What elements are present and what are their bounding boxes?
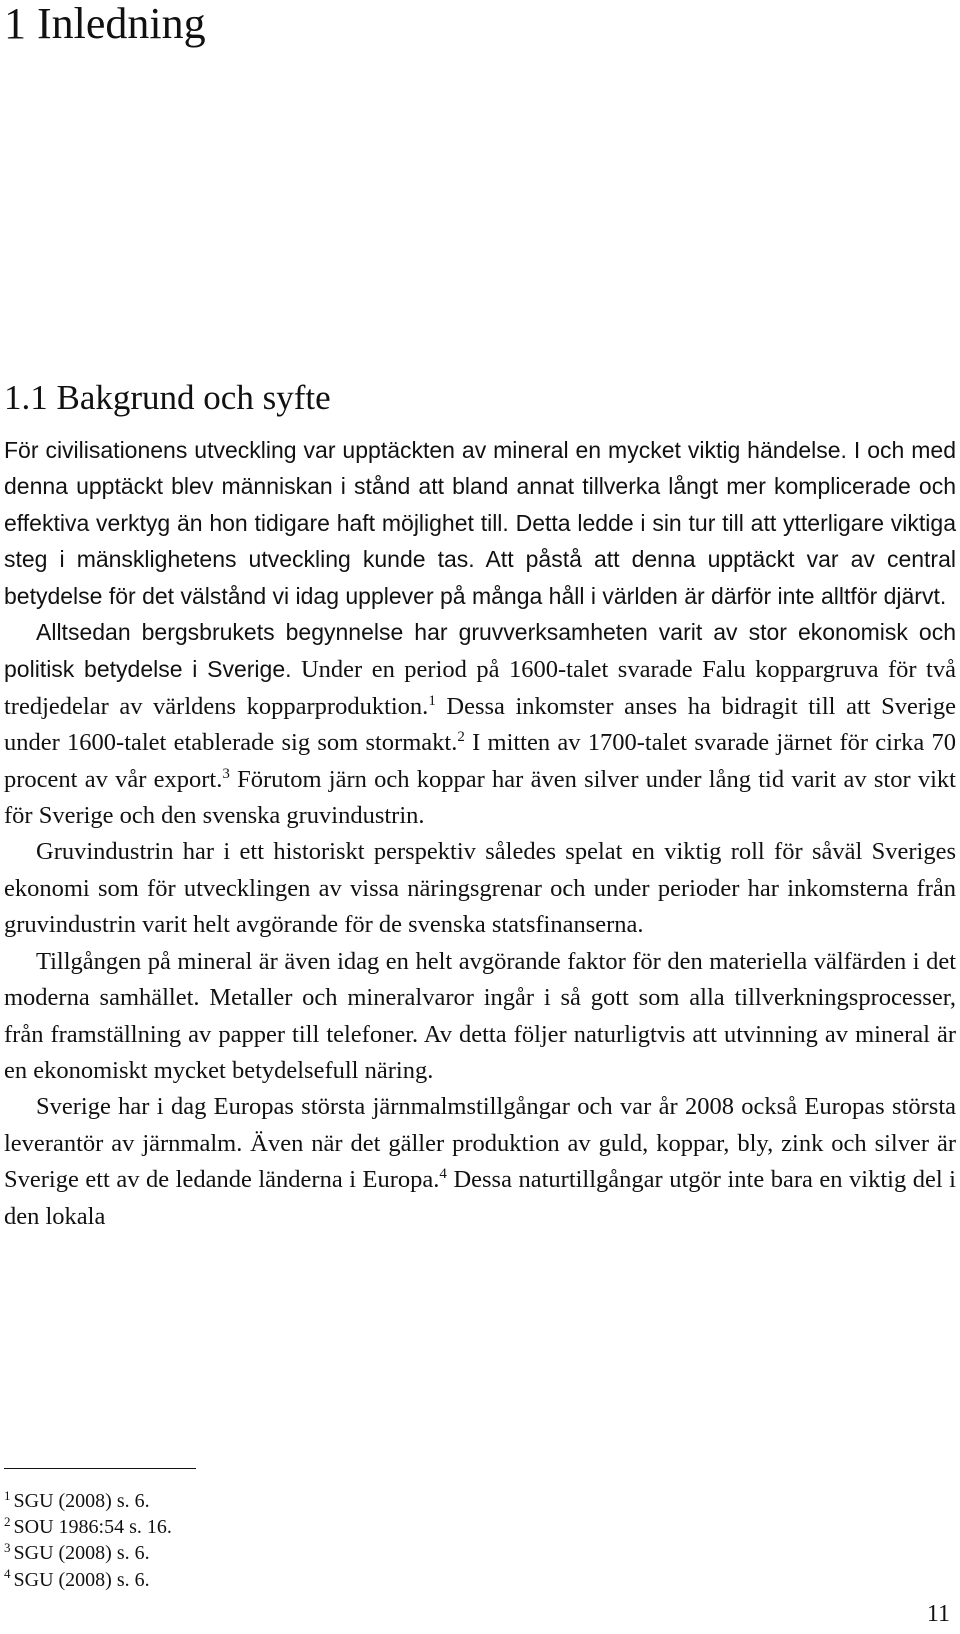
paragraph-3: [4, 834, 956, 943]
chapter-title: 1 Inledning: [4, 0, 206, 48]
footnote-number: 4: [4, 1566, 11, 1582]
section-title: 1.1 Bakgrund och syfte: [4, 378, 331, 417]
footnote-separator: [4, 1468, 196, 1469]
footnote-text: SGU (2008) s. 6.: [13, 1490, 150, 1512]
paragraph-4: [4, 944, 956, 1090]
paragraph-2: [4, 614, 956, 834]
footnote-text: SOU 1986:54 s. 16.: [13, 1516, 172, 1539]
paragraph-5: [4, 1089, 956, 1235]
paragraph-5-text-b: Dessa naturtillgångar utgör inte bara en viktig del i den lokala: [4, 1166, 956, 1230]
footnote-number: 2: [4, 1514, 11, 1530]
footnote-text: SGU (2008) s. 6.: [13, 1542, 150, 1565]
paragraph-4-text: Tillgången på mineral är även idag en helt avgörande faktor för den materiella välfärden i det moderna samhället. Metaller och mineralvaror ingår i så gott som alla tillverkningsprocesser, från framställning av papper till telefoner. Av detta följer naturligtvis att utvinning av mineral är en ekonomiskt mycket betydelsefull näring.: [4, 947, 956, 1084]
footnote-2: [4, 1514, 172, 1540]
page-number: 11: [926, 1601, 950, 1627]
body-text: [4, 432, 956, 1235]
paragraph-5-text-a: Sverige har i dag Europas största järnmalmstillgångar och var år 2008 också Europas största leverantör av järnmalm. Även när det gäller produktion av guld, koppar, bly, zink och silver är Sverige ett av de ledande länderna i Europa.: [4, 1093, 956, 1194]
footnote-number: 3: [4, 1540, 11, 1556]
footnotes: [4, 1488, 172, 1593]
paragraph-2-text-a: Alltsedan bergsbrukets begynnelse har gruvverksamheten varit av stor ekonomisk och politisk betydelse i Sverige.: [4, 619, 956, 683]
paragraph-2-text-e: Förutom järn och koppar har även silver under lång tid varit av stor vikt för Sverige och den svenska gruvindustrin.: [4, 765, 956, 830]
paragraph-3-text: Gruvindustrin har i ett historiskt perspektiv således spelat en viktig roll för såväl Sveriges ekonomi som för utvecklingen av vissa näringsgrenar och under perioder har inkomsterna från gruvindustrin varit helt avgörande för de svenska statsfinanserna.: [4, 838, 956, 939]
paragraph-1-text: För civilisationens utveckling var upptäckten av mineral en mycket viktig händelse. I och med denna upptäckt blev människan i stånd att bland annat tillverka långt mer komplicerade och effektiva verktyg än hon tidigare haft möjlighet till. Detta ledde i sin tur till att ytterligare viktiga steg i mänsklighetens utveckling kunde tas. Att påstå att denna upptäckt var av central betydelse för det välstånd vi idag upplever på många håll i världen är därför inte alltför djärvt.: [4, 437, 956, 609]
footnote-4: [4, 1567, 172, 1593]
footnote-3: [4, 1540, 172, 1566]
footnote-text: SGU (2008) s. 6.: [13, 1568, 150, 1591]
footnote-number: 1: [4, 1487, 11, 1503]
footnote-1: [4, 1488, 172, 1514]
paragraph-2-text-c: Dessa inkomster anses ha bidragit till att Sverige under 1600-talet etablerade sig som stormakt.: [4, 692, 956, 757]
paragraph-2-text-d: I mitten av 1700-talet svarade järnet för cirka 70 procent av vår export.: [4, 729, 956, 793]
footnote-ref-2[interactable]: 2: [457, 729, 465, 746]
footnote-ref-3[interactable]: 3: [222, 765, 230, 782]
paragraph-1: [4, 432, 956, 614]
footnote-ref-4[interactable]: 4: [439, 1166, 447, 1183]
footnote-ref-1[interactable]: 1: [428, 692, 436, 709]
paragraph-2-text-b: Under en period på 1600-talet svarade Falu koppargruva för två tredjedelar av världens kopparproduktion.: [4, 656, 956, 720]
